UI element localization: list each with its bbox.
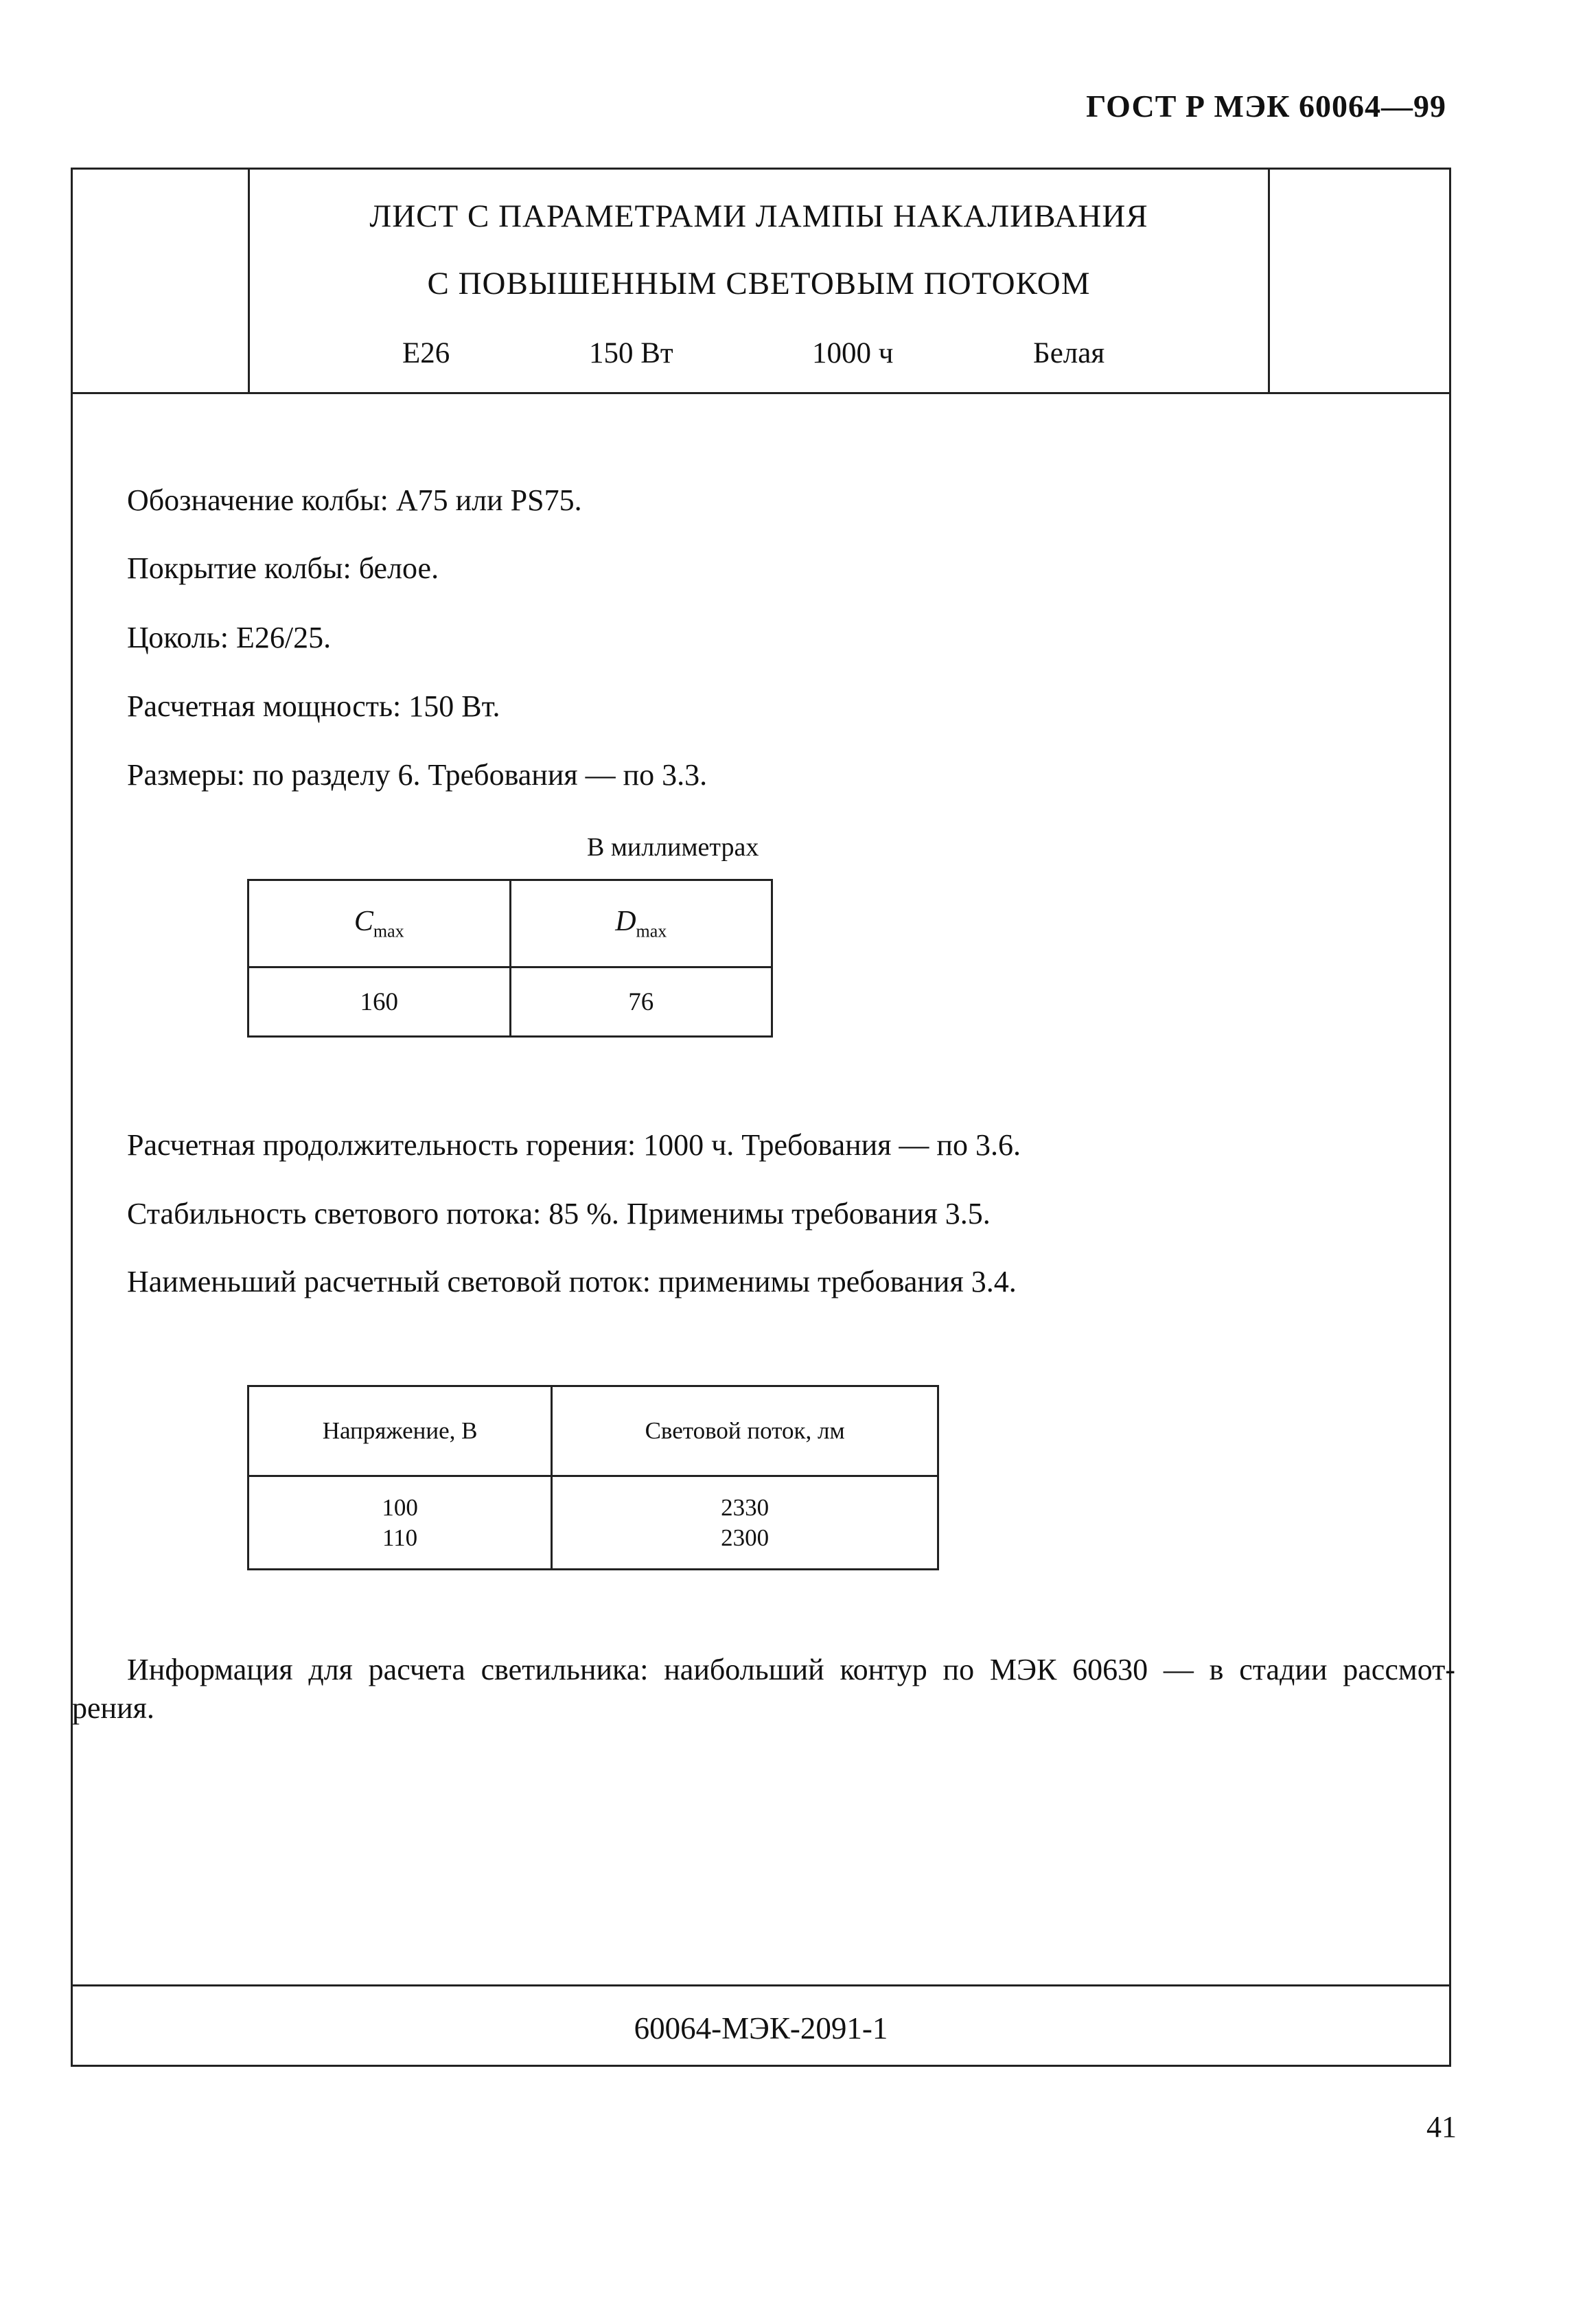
luminaire-info — [72, 1651, 1455, 1728]
min-flux-text: Наименьший расчетный световой поток: применимы требования 3.4. — [127, 1265, 1017, 1298]
rated-life-text: Расчетная продолжительность горения: 1000 ч. Требования — по 3.6. — [127, 1128, 1021, 1162]
sheet-title-line2: С ПОВЫШЕННЫМ СВЕТОВЫМ ПОТОКОМ — [427, 266, 1091, 301]
param-power: 150 Вт — [589, 337, 673, 369]
voltage-value: 110 — [382, 1524, 418, 1551]
sheet-code: 60064-МЭК-2091-1 — [634, 2011, 888, 2046]
luminaire-info-line2: рения. — [72, 1691, 154, 1725]
flux-table — [247, 1385, 939, 1570]
dimensions-text: Размеры: по разделу 6. Требования — по 3.3. — [127, 758, 708, 792]
header-c-max: $C_{max}$ — [248, 880, 511, 967]
voltage-value: 100 — [382, 1493, 418, 1521]
luminaire-info-line1: Информация для расчета светильника: наибольший контур по МЭК 60630 — в стадии рассмот- — [127, 1653, 1455, 1686]
header-divider — [71, 392, 1451, 394]
standard-number: ГОСТ Р МЭК 60064—99 — [1086, 89, 1446, 124]
bulb-designation: Обозначение колбы: A75 или PS75. — [127, 483, 582, 517]
voltage-values — [248, 1476, 552, 1570]
flux-values — [552, 1476, 938, 1570]
flux-stability-text: Стабильность светового потока: 85 %. Применимы требования 3.5. — [127, 1197, 991, 1230]
param-color: Белая — [1033, 337, 1105, 369]
page-number: 41 — [1426, 2110, 1457, 2144]
sheet-title-line1: ЛИСТ С ПАРАМЕТРАМИ ЛАМПЫ НАКАЛИВАНИЯ — [369, 198, 1148, 234]
c-max-value: 160 — [248, 967, 511, 1037]
sheet-frame — [71, 168, 1451, 2067]
voltage-header: Напряжение, В — [248, 1386, 552, 1476]
d-max-value: 76 — [510, 967, 772, 1037]
flux-value: 2300 — [721, 1524, 770, 1551]
bulb-coating: Покрытие колбы: белое. — [127, 551, 439, 585]
footer-divider — [71, 1984, 1451, 1986]
header-d-max: $D_{max}$ — [510, 880, 772, 967]
unit-note: В миллиметрах — [587, 833, 759, 862]
dimensions-table — [247, 879, 773, 1038]
param-cap: E26 — [402, 337, 450, 369]
flux-value: 2330 — [721, 1493, 770, 1521]
param-life: 1000 ч — [812, 337, 894, 369]
rated-wattage: Расчетная мощность: 150 Вт. — [127, 689, 500, 723]
flux-header: Световой поток, лм — [552, 1386, 938, 1476]
lamp-base: Цоколь: E26/25. — [127, 621, 332, 654]
